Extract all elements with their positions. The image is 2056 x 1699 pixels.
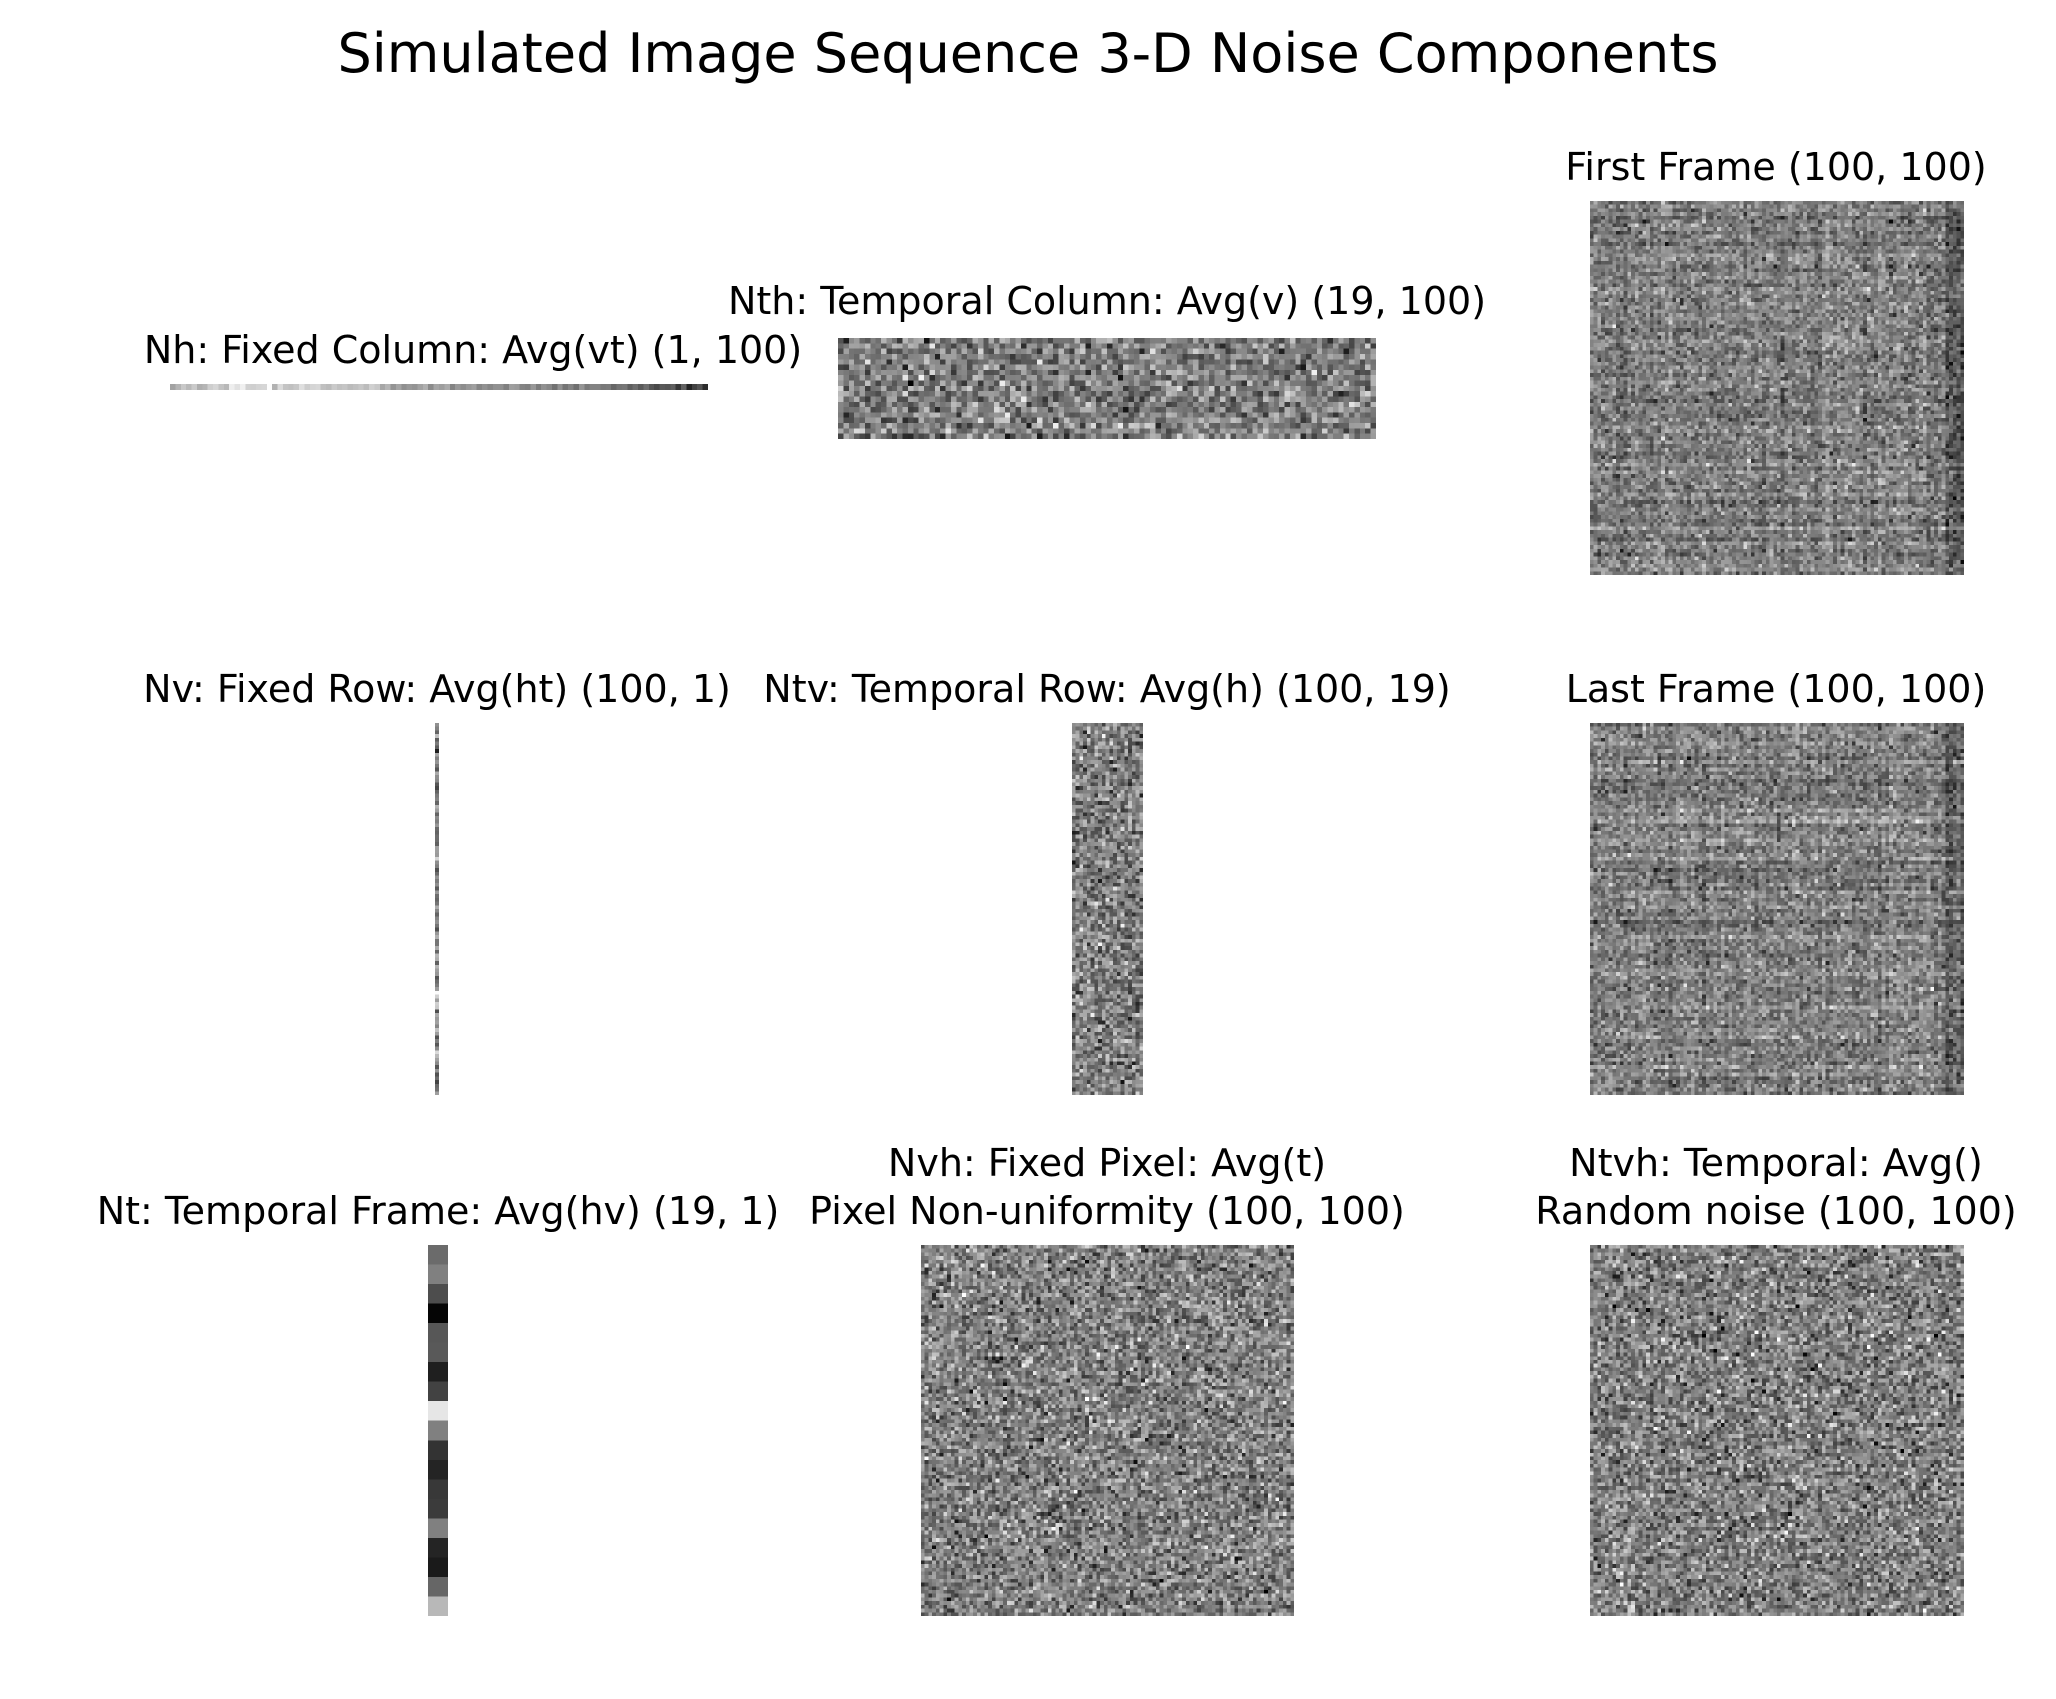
panel-title-last-frame (1566, 665, 1987, 713)
heatmap-nth-temporal-column (838, 338, 1376, 439)
panel-title-nt (97, 1187, 780, 1235)
panel-title-nv-line: Nv: Fixed Row: Avg(ht) (100, 1) (143, 667, 731, 711)
heatmap-last-frame (1590, 723, 1964, 1095)
heatmap-nh-fixed-column (170, 384, 708, 390)
panel-title-ntv (763, 665, 1450, 713)
panel-title-nvh (809, 1139, 1405, 1235)
panel-title-first-frame (1565, 143, 1986, 191)
heatmap-nv-fixed-row (435, 723, 439, 1095)
panel-title-ntv-line: Ntv: Temporal Row: Avg(h) (100, 19) (763, 667, 1451, 711)
panel-title-nh (144, 326, 802, 374)
heatmap-first-frame (1590, 201, 1964, 575)
panel-title-nvh-line-1: Nvh: Fixed Pixel: Avg(t) (887, 1141, 1327, 1185)
panel-title-nv (143, 665, 731, 713)
panel-title-ntvh (1535, 1139, 2016, 1235)
panel-title-last-frame-line: Last Frame (100, 100) (1565, 667, 1987, 711)
figure-title: Simulated Image Sequence 3-D Noise Components (337, 22, 1719, 85)
heatmap-nvh-fixed-pixel (921, 1245, 1294, 1616)
panel-title-ntvh-line-2: Random noise (100, 100) (1535, 1189, 2017, 1233)
panel-title-nh-line: Nh: Fixed Column: Avg(vt) (1, 100) (143, 328, 803, 372)
heatmap-nt-temporal-frame (428, 1245, 448, 1616)
heatmap-ntvh-random-noise (1590, 1245, 1964, 1616)
panel-title-first-frame-line: First Frame (100, 100) (1565, 145, 1987, 189)
heatmap-ntv-temporal-row (1072, 723, 1143, 1095)
panel-title-nth-line: Nth: Temporal Column: Avg(v) (19, 100) (727, 279, 1487, 323)
panel-title-nt-line: Nt: Temporal Frame: Avg(hv) (19, 1) (96, 1189, 780, 1233)
panel-title-nvh-line-2: Pixel Non-uniformity (100, 100) (809, 1189, 1405, 1233)
panel-title-ntvh-line-1: Ntvh: Temporal: Avg() (1569, 1141, 1983, 1185)
panel-title-nth (728, 277, 1486, 325)
